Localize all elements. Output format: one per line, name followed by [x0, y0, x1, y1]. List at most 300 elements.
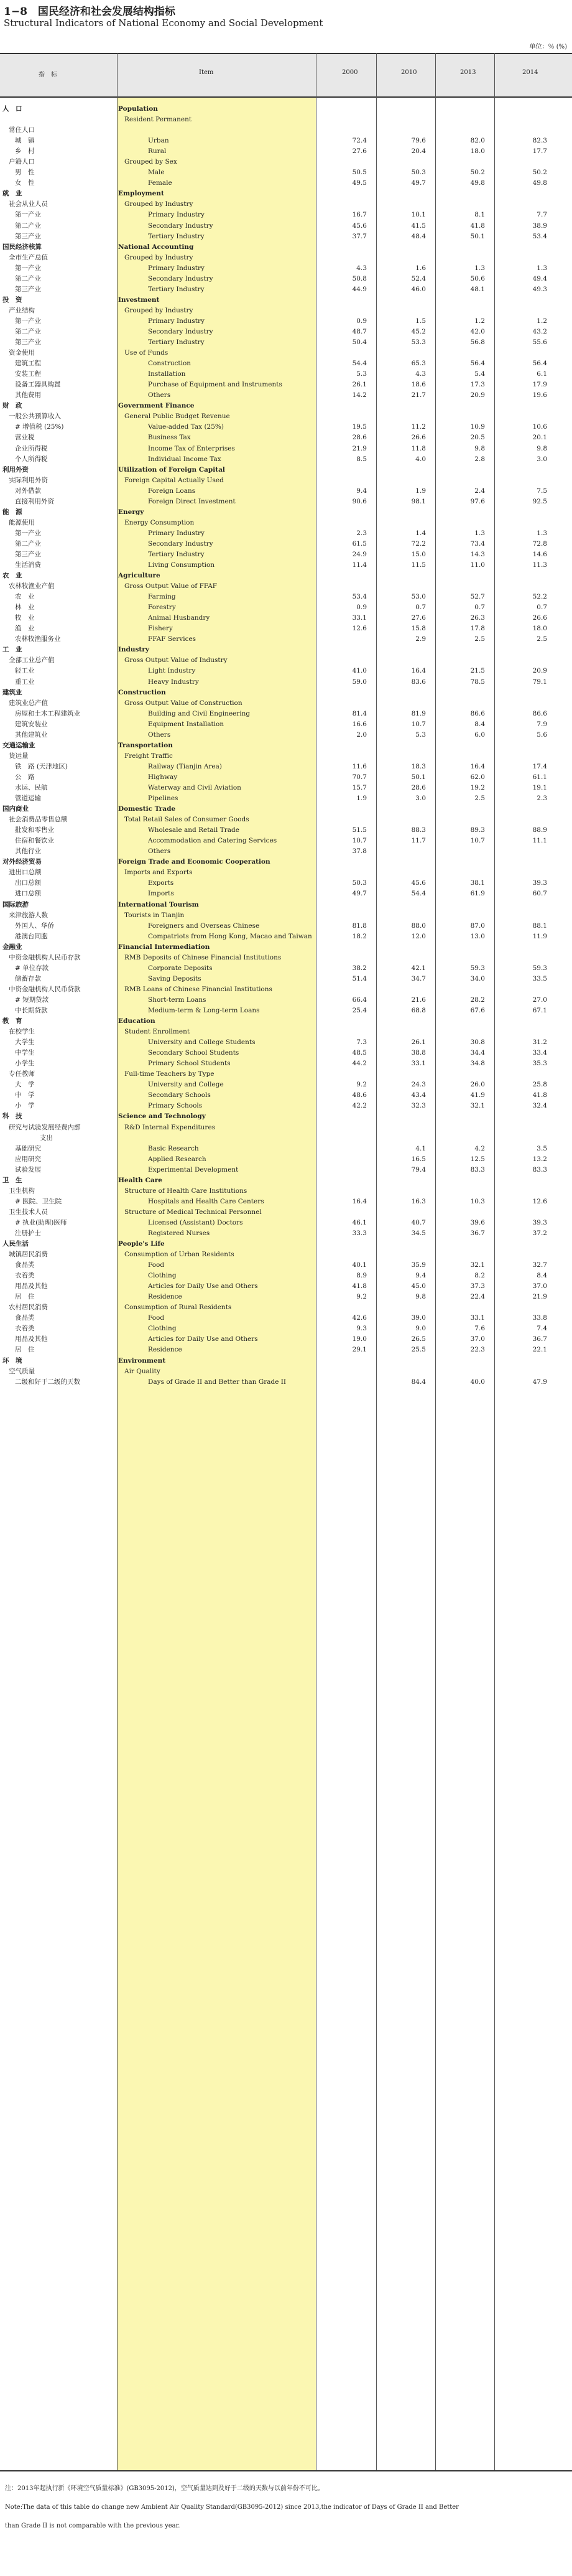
table-row: [0, 104, 572, 114]
table-row: [0, 613, 572, 623]
table-row: [0, 867, 572, 878]
value-cell-2010: 48.4: [411, 232, 426, 240]
table-row: [0, 1313, 572, 1323]
table-row: [0, 178, 572, 189]
row-indicator-cn: 交通运输业: [2, 741, 35, 749]
row-item-en: Tertiary Industry: [148, 232, 205, 240]
row-indicator-cn: 产业结构: [9, 306, 35, 314]
value-cell-2014: 11.1: [532, 837, 547, 845]
table-row: [0, 963, 572, 974]
value-cell-2014: 86.6: [532, 709, 547, 717]
table-row: [0, 306, 572, 316]
value-cell-2000: 41.8: [352, 1282, 367, 1290]
table-row: [0, 475, 572, 486]
row-item-en: Living Consumption: [148, 561, 215, 569]
value-cell-2000: 11.4: [352, 561, 367, 569]
table-row: [0, 995, 572, 1006]
value-cell-2000: 9.2: [356, 1081, 367, 1089]
row-indicator-cn: 食品类: [15, 1314, 35, 1322]
row-indicator-cn: 财 政: [2, 402, 22, 410]
value-cell-2014: 88.1: [532, 922, 547, 930]
value-cell-2014: 27.0: [532, 996, 547, 1004]
row-item-en: Tertiary Industry: [148, 338, 205, 347]
value-cell-2013: 97.6: [470, 497, 485, 505]
row-item-en: Gross Output Value of FFAF: [124, 582, 218, 590]
table-row: [0, 592, 572, 602]
value-cell-2013: 50.1: [470, 232, 485, 240]
table-row: [0, 1334, 572, 1345]
value-cell-2013: 34.4: [470, 1049, 485, 1057]
row-indicator-cn: 试验发展: [15, 1165, 41, 1174]
row-indicator-cn: 用品及其他: [15, 1282, 48, 1290]
table-row: [0, 1197, 572, 1207]
value-cell-2013: 41.9: [470, 1091, 485, 1099]
row-indicator-cn: 建筑工程: [15, 360, 41, 368]
value-cell-2013: 10.3: [470, 1197, 485, 1205]
row-indicator-cn: 第二产业: [15, 539, 41, 548]
row-item-en: Education: [118, 1017, 155, 1025]
row-item-en: Population: [118, 105, 158, 113]
value-cell-2000: 5.3: [356, 370, 367, 378]
row-indicator-cn: 卫生技术人员: [9, 1208, 48, 1216]
table-row: [0, 677, 572, 688]
table-row: [0, 221, 572, 231]
table-row: [0, 1048, 572, 1058]
value-cell-2014: 20.9: [532, 667, 547, 675]
value-cell-2010: 54.4: [411, 890, 426, 898]
value-cell-2010: 27.6: [411, 614, 426, 622]
value-cell-2010: 26.5: [411, 1335, 426, 1343]
value-cell-2010: 79.4: [411, 1165, 426, 1174]
row-item-en: University and College Students: [148, 1038, 256, 1047]
row-item-en: Tertiary Industry: [148, 285, 205, 293]
value-cell-2000: 9.2: [356, 1293, 367, 1301]
value-cell-2000: 40.1: [352, 1261, 367, 1269]
row-item-en: Rural: [148, 147, 167, 156]
value-cell-2014: 2.5: [537, 635, 547, 643]
table-row: [0, 1377, 572, 1388]
table-row: [0, 1292, 572, 1302]
row-item-en: Primary Industry: [148, 211, 205, 219]
row-item-en: Energy Consumption: [124, 518, 195, 526]
row-item-en: Male: [148, 169, 165, 177]
row-item-en: Highway: [148, 773, 178, 781]
value-cell-2013: 87.0: [470, 922, 485, 930]
table-row: [0, 953, 572, 963]
value-cell-2013: 48.1: [470, 285, 485, 293]
row-item-en: Student Enrollment: [124, 1028, 190, 1036]
row-item-en: Clothing: [148, 1325, 177, 1333]
row-indicator-cn: 水运、民航: [15, 784, 48, 791]
value-cell-2013: 0.7: [474, 604, 485, 612]
table-row: [0, 974, 572, 984]
table-row: [0, 486, 572, 497]
row-item-en: People's Life: [118, 1240, 165, 1248]
value-cell-2010: 45.0: [411, 1282, 426, 1290]
value-cell-2014: 17.4: [532, 762, 547, 770]
row-indicator-cn: 金融业: [2, 943, 22, 951]
value-cell-2000: 28.6: [352, 434, 367, 442]
row-indicator-cn: 中长期贷款: [15, 1006, 48, 1014]
row-indicator-cn: 常住人口: [9, 126, 35, 134]
row-item-en: Days of Grade II and Better than Grade II: [148, 1378, 287, 1386]
value-cell-2000: 61.5: [352, 539, 367, 548]
value-cell-2014: 39.3: [532, 879, 547, 887]
row-indicator-cn: 研究与试验发展经费内部: [9, 1123, 81, 1131]
value-cell-2010: 46.0: [411, 285, 426, 293]
value-cell-2013: 8.4: [474, 720, 485, 728]
row-item-en: Science and Technology: [118, 1113, 206, 1121]
row-item-en: Transportation: [118, 741, 173, 749]
row-item-en: Agriculture: [118, 572, 160, 580]
value-cell-2013: 1.3: [474, 529, 485, 537]
value-cell-2013: 13.0: [470, 932, 485, 940]
table-row: [0, 199, 572, 210]
row-item-en: Food: [148, 1314, 165, 1322]
row-item-en: Experimental Development: [148, 1165, 239, 1174]
row-indicator-cn: 第二产业: [15, 222, 41, 230]
row-item-en: Articles for Daily Use and Others: [148, 1335, 258, 1343]
table-row: [0, 432, 572, 443]
value-cell-2010: 42.1: [411, 964, 426, 972]
table-row: [0, 1154, 572, 1165]
row-item-en: Full-time Teachers by Type: [124, 1070, 214, 1078]
row-item-en: Value-added Tax (25%): [148, 423, 224, 431]
value-cell-2010: 1.4: [415, 529, 426, 537]
value-cell-2013: 8.1: [474, 211, 485, 219]
row-item-en: Secondary Industry: [148, 274, 213, 282]
value-cell-2010: 10.1: [411, 211, 426, 219]
row-indicator-cn: 第三产业: [15, 550, 41, 558]
value-cell-2010: 35.9: [411, 1261, 426, 1269]
row-indicator-cn: 其他行业: [15, 847, 41, 856]
table-row: [0, 528, 572, 539]
table-row: [0, 772, 572, 783]
table-row: [0, 1345, 572, 1355]
value-cell-2000: 41.0: [352, 667, 367, 675]
value-cell-2010: 49.7: [411, 179, 426, 187]
table-row: [0, 910, 572, 921]
value-cell-2000: 8.9: [356, 1272, 367, 1280]
value-cell-2014: 50.2: [532, 169, 547, 177]
value-cell-2013: 18.0: [470, 147, 485, 156]
table-row: [0, 167, 572, 178]
row-item-en: Urban: [148, 137, 169, 145]
note-cn: 注：2013年起执行新《环境空气质量标准》(GB3095-2012)，空气质量达到及好于二级的天数与以前年份不可比。: [5, 2485, 324, 2492]
row-indicator-cn: 大学生: [15, 1038, 35, 1047]
table-row: [0, 549, 572, 560]
row-indicator-cn: 农村居民消费: [9, 1304, 48, 1312]
value-cell-2000: 33.1: [352, 614, 367, 622]
table-row: [0, 623, 572, 634]
unit-label: 单位：％ (%): [529, 44, 567, 50]
table-row: [0, 189, 572, 199]
row-indicator-cn: 企业所得税: [15, 444, 48, 452]
value-cell-2000: 14.2: [352, 391, 367, 399]
value-cell-2000: 50.8: [352, 274, 367, 282]
row-indicator-cn: 基础研究: [15, 1144, 41, 1152]
value-cell-2013: 37.3: [470, 1282, 485, 1290]
row-indicator-cn: 第三产业: [15, 338, 41, 347]
value-cell-2014: 59.3: [532, 964, 547, 972]
row-indicator-cn: 第二产业: [15, 274, 41, 282]
value-cell-2014: 31.2: [532, 1038, 547, 1047]
row-indicator-cn: 教 育: [2, 1017, 22, 1025]
value-cell-2013: 21.5: [470, 667, 485, 675]
table-row: [0, 900, 572, 910]
row-item-en: Primary Industry: [148, 264, 205, 272]
value-cell-2013: 56.8: [470, 338, 485, 347]
value-cell-2014: 92.5: [532, 497, 547, 505]
row-indicator-cn: 卫 生: [2, 1176, 22, 1184]
table-bottom-rule: [0, 2470, 572, 2471]
row-indicator-cn: 对外借款: [15, 487, 41, 495]
row-item-en: Farming: [148, 593, 176, 601]
value-cell-2014: 32.7: [532, 1261, 547, 1269]
header-indicator: 指 标: [39, 72, 57, 78]
value-cell-2000: 46.1: [352, 1218, 367, 1226]
value-cell-2010: 20.4: [411, 147, 426, 156]
row-item-en: Medium-term & Long-term Loans: [148, 1006, 260, 1014]
value-cell-2010: 9.0: [415, 1325, 426, 1333]
row-indicator-cn: 轻工业: [15, 667, 35, 675]
value-cell-2000: 44.2: [352, 1060, 367, 1068]
table-row: [0, 242, 572, 253]
table-row: [0, 634, 572, 645]
row-indicator-cn: 乡 村: [15, 147, 35, 156]
value-cell-2014: 6.1: [537, 370, 547, 378]
value-cell-2014: 39.3: [532, 1218, 547, 1226]
table-row: [0, 698, 572, 709]
row-item-en: Consumption of Urban Residents: [124, 1251, 234, 1259]
value-cell-2014: 26.6: [532, 614, 547, 622]
row-indicator-cn: 衣着类: [15, 1325, 35, 1333]
table-row: [0, 846, 572, 857]
row-item-en: Tertiary Industry: [148, 550, 205, 558]
row-item-en: Secondary School Students: [148, 1049, 239, 1057]
row-indicator-cn: 重工业: [15, 678, 35, 686]
value-cell-2000: 70.7: [352, 773, 367, 781]
value-cell-2013: 73.4: [470, 539, 485, 548]
row-item-en: Foreign Trade and Economic Cooperation: [118, 858, 270, 866]
value-cell-2014: 49.8: [532, 179, 547, 187]
value-cell-2013: 61.9: [470, 890, 485, 898]
value-cell-2014: 17.7: [532, 147, 547, 156]
value-cell-2014: 38.9: [532, 222, 547, 230]
value-cell-2014: 7.4: [537, 1325, 547, 1333]
row-item-en: Heavy Industry: [148, 678, 199, 686]
row-item-en: Grouped by Industry: [124, 253, 193, 261]
value-cell-2010: 79.6: [411, 137, 426, 145]
value-cell-2014: 12.6: [532, 1197, 547, 1205]
value-cell-2000: 24.9: [352, 550, 367, 558]
table-row: [0, 1207, 572, 1218]
value-cell-2014: 19.6: [532, 391, 547, 399]
value-cell-2014: 11.9: [532, 932, 547, 940]
row-indicator-cn: 铁 路 (天津地区): [15, 762, 68, 770]
value-cell-2013: 62.0: [470, 773, 485, 781]
value-cell-2014: 18.0: [532, 625, 547, 633]
row-item-en: Others: [148, 391, 171, 399]
value-cell-2010: 21.7: [411, 391, 426, 399]
value-cell-2013: 22.3: [470, 1346, 485, 1354]
value-cell-2010: 1.6: [415, 264, 426, 272]
value-cell-2000: 29.1: [352, 1346, 367, 1354]
row-indicator-cn: 批发和零售业: [15, 826, 54, 834]
row-item-en: Utilization of Foreign Capital: [118, 465, 225, 474]
row-item-en: General Public Budget Revenue: [124, 413, 230, 421]
row-item-en: Food: [148, 1261, 165, 1269]
row-indicator-cn: 人 口: [2, 105, 22, 113]
row-indicator-cn: 环 境: [2, 1356, 22, 1365]
value-cell-2000: 26.1: [352, 381, 367, 389]
value-cell-2000: 59.0: [352, 678, 367, 686]
row-item-en: International Tourism: [118, 900, 199, 908]
row-item-en: Residence: [148, 1346, 182, 1354]
row-item-en: Construction: [118, 688, 166, 696]
value-cell-2013: 28.2: [470, 996, 485, 1004]
value-cell-2013: 82.0: [470, 137, 485, 145]
row-indicator-cn: 全市生产总值: [9, 253, 48, 261]
table-row: [0, 921, 572, 931]
value-cell-2000: 4.3: [356, 264, 367, 272]
value-cell-2013: 86.6: [470, 709, 485, 717]
table-row: [0, 762, 572, 772]
row-item-en: Purchase of Equipment and Instruments: [148, 381, 282, 389]
value-cell-2013: 89.3: [470, 826, 485, 834]
value-cell-2014: 33.5: [532, 974, 547, 982]
table-row: [0, 825, 572, 836]
row-item-en: Financial Intermediation: [118, 943, 210, 951]
value-cell-2010: 53.0: [411, 593, 426, 601]
value-cell-2010: 72.2: [411, 539, 426, 548]
row-indicator-cn: 注册护士: [15, 1229, 41, 1237]
table-row: [0, 783, 572, 793]
row-indicator-cn: 农林牧渔业产值: [9, 582, 55, 590]
value-cell-2014: 35.3: [532, 1060, 547, 1068]
value-cell-2014: 5.6: [537, 730, 547, 739]
value-cell-2010: 50.1: [411, 773, 426, 781]
value-cell-2014: 55.6: [532, 338, 547, 347]
value-cell-2014: 0.7: [537, 604, 547, 612]
value-cell-2000: 0.9: [356, 604, 367, 612]
table-row: [0, 518, 572, 528]
value-cell-2014: 1.2: [537, 317, 547, 325]
value-cell-2014: 37.0: [532, 1282, 547, 1290]
table-row: [0, 1249, 572, 1260]
row-indicator-cn: 生活消费: [15, 561, 41, 569]
value-cell-2000: 42.6: [352, 1314, 367, 1322]
row-item-en: Basic Research: [148, 1144, 199, 1152]
value-cell-2013: 39.6: [470, 1218, 485, 1226]
table-row: [0, 1069, 572, 1080]
value-cell-2000: 37.7: [352, 232, 367, 240]
table-row: [0, 889, 572, 899]
note-en-line-1: Note:The data of this table do change new Ambient Air Quality Standard(GB3095-2012) since 2013,the indicator of Days of Grade II and Better: [5, 2504, 459, 2511]
value-cell-2013: 38.1: [470, 879, 485, 887]
table-row: [0, 274, 572, 284]
value-cell-2013: 22.4: [470, 1293, 485, 1301]
page-title: 1−8 国民经济和社会发展结构指标: [4, 6, 175, 18]
value-cell-2010: 15.0: [411, 550, 426, 558]
row-item-en: Installation: [148, 370, 186, 378]
value-cell-2013: 6.0: [474, 730, 485, 739]
value-cell-2010: 38.8: [411, 1049, 426, 1057]
row-indicator-cn: 对外经济贸易: [2, 858, 42, 866]
value-cell-2014: 7.5: [537, 487, 547, 495]
row-indicator-cn: 小学生: [15, 1060, 35, 1068]
value-cell-2013: 1.3: [474, 264, 485, 272]
note-en-line-2: than Grade II is not comparable with the previous year.: [5, 2522, 180, 2529]
value-cell-2013: 2.5: [474, 635, 485, 643]
value-cell-2013: 10.7: [470, 837, 485, 845]
value-cell-2013: 49.8: [470, 179, 485, 187]
row-indicator-cn: 住宿和餐饮业: [15, 837, 54, 845]
value-cell-2010: 24.3: [411, 1081, 426, 1089]
table-row: [0, 1260, 572, 1271]
value-cell-2010: 15.8: [411, 625, 426, 633]
row-item-en: Hospitals and Health Care Centers: [148, 1197, 264, 1205]
table-row: [0, 539, 572, 549]
value-cell-2010: 9.4: [415, 1272, 426, 1280]
row-indicator-cn: 女 性: [15, 179, 35, 187]
row-indicator-cn: 林 业: [15, 604, 35, 612]
value-cell-2000: 54.4: [352, 360, 367, 368]
row-indicator-cn: 在校学生: [9, 1028, 35, 1036]
row-indicator-cn: 管道运输: [15, 795, 41, 803]
row-indicator-cn: 国内商业: [2, 805, 29, 813]
value-cell-2013: 50.6: [470, 274, 485, 282]
row-item-en: Wholesale and Retail Trade: [148, 826, 239, 834]
value-cell-2010: 81.9: [411, 709, 426, 717]
table-row: [0, 814, 572, 825]
table-row: [0, 1111, 572, 1122]
table-row: [0, 730, 572, 740]
value-cell-2010: 3.0: [415, 795, 426, 803]
row-item-en: Primary Industry: [148, 529, 205, 537]
table-row: [0, 1165, 572, 1175]
row-item-en: Short-term Loans: [148, 996, 206, 1004]
table-body: [0, 104, 572, 1388]
row-indicator-cn: 全部工业总产值: [9, 656, 55, 665]
row-indicator-cn: 港澳台同胞: [15, 932, 48, 940]
value-cell-2000: 15.7: [352, 784, 367, 791]
value-cell-2000: 81.8: [352, 922, 367, 930]
value-cell-2000: 1.9: [356, 795, 367, 803]
row-item-en: Construction: [148, 360, 191, 368]
row-indicator-cn: 第一产业: [15, 264, 41, 272]
row-item-en: Primary School Students: [148, 1060, 231, 1068]
value-cell-2000: 8.5: [356, 455, 367, 463]
value-cell-2014: 67.1: [532, 1006, 547, 1014]
table-row: [0, 740, 572, 751]
value-cell-2010: 18.6: [411, 381, 426, 389]
value-cell-2010: 33.1: [411, 1060, 426, 1068]
row-indicator-cn: 社会从业人员: [9, 200, 48, 208]
row-item-en: Equipment Installation: [148, 720, 224, 728]
row-indicator-cn: 营业税: [15, 434, 35, 442]
table-row: [0, 1080, 572, 1090]
value-cell-2013: 67.6: [470, 1006, 485, 1014]
table-row: [0, 454, 572, 465]
table-row: [0, 136, 572, 146]
value-cell-2000: 11.6: [352, 762, 367, 770]
value-cell-2010: 4.0: [415, 455, 426, 463]
row-item-en: Grouped by Industry: [124, 200, 193, 208]
value-cell-2000: 16.4: [352, 1197, 367, 1205]
row-indicator-cn: 空气质量: [9, 1367, 35, 1375]
value-cell-2013: 16.4: [470, 762, 485, 770]
